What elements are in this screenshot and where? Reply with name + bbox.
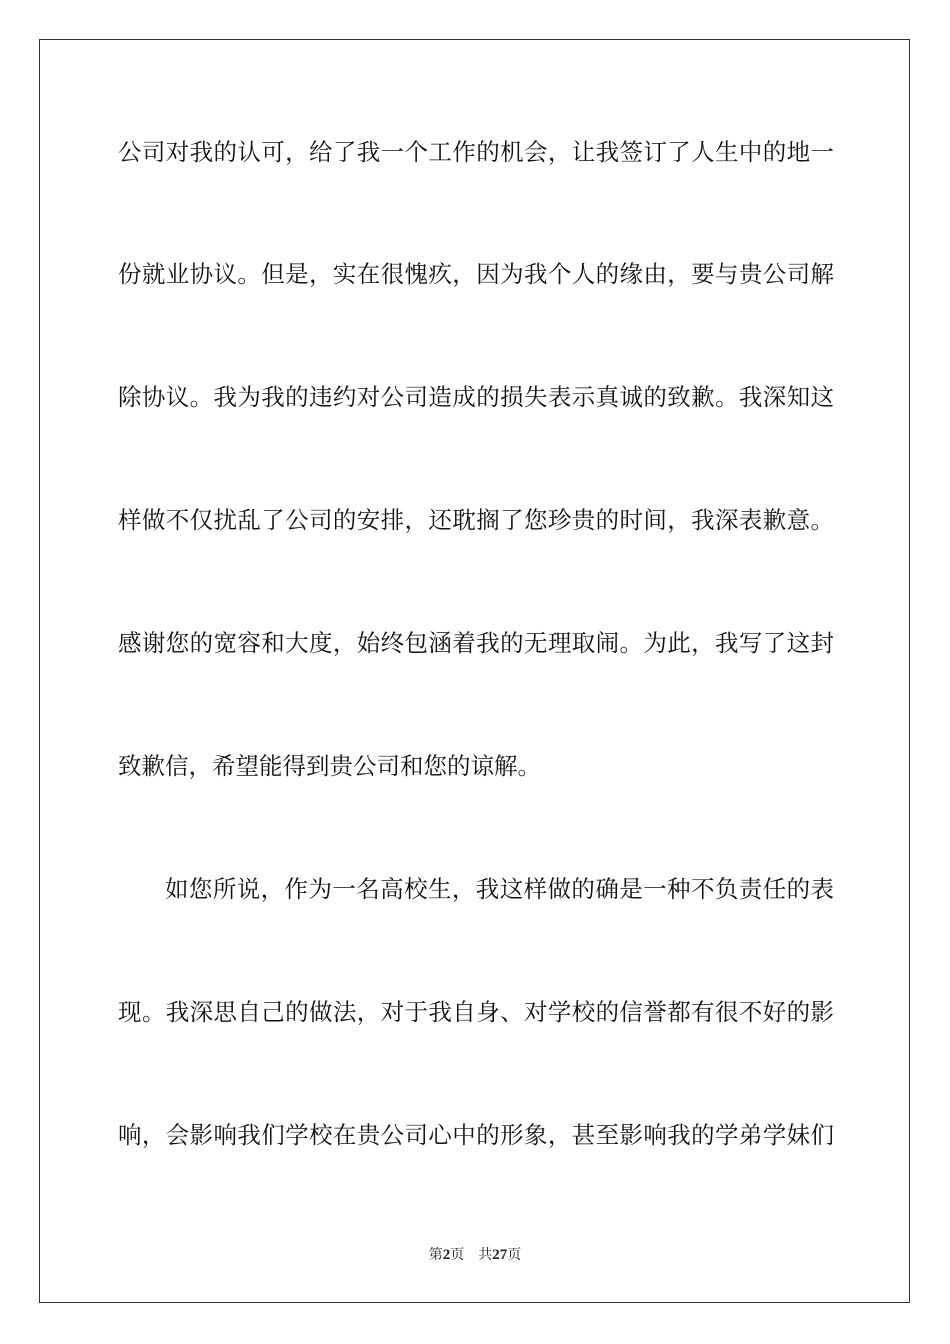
page-prefix: 第 [428, 1247, 443, 1263]
text-line: 样做不仅扰乱了公司的安排，还耽搁了您珍贵的时间，我深表歉意。 [118, 506, 834, 534]
paragraph-start-line: 如您所说，作为一名高校生，我这样做的确是一种不负责任的表 [165, 875, 834, 903]
total-pages: 27 [492, 1247, 508, 1263]
text-line: 响，会影响我们学校在贵公司心中的形象，甚至影响我的学弟学妹们 [118, 1121, 834, 1149]
text-line: 公司对我的认可，给了我一个工作的机会，让我签订了人生中的地一 [118, 138, 834, 166]
text-line: 份就业协议。但是，实在很愧疚，因为我个人的缘由，要与贵公司解 [118, 260, 834, 288]
total-suffix: 页 [507, 1247, 522, 1263]
page-border [39, 39, 910, 1303]
text-line: 感谢您的宽容和大度，始终包涵着我的无理取闹。为此，我写了这封 [118, 629, 834, 657]
text-line: 现。我深思自己的做法，对于我自身、对学校的信誉都有很不好的影 [118, 998, 834, 1026]
total-prefix: 共 [478, 1247, 493, 1263]
page-footer [0, 1246, 950, 1264]
page-number: 2 [442, 1247, 451, 1263]
page-suffix: 页 [450, 1247, 465, 1263]
text-line: 致歉信，希望能得到贵公司和您的谅解。 [118, 752, 541, 780]
text-line: 除协议。我为我的违约对公司造成的损失表示真诚的致歉。我深知这 [118, 383, 834, 411]
